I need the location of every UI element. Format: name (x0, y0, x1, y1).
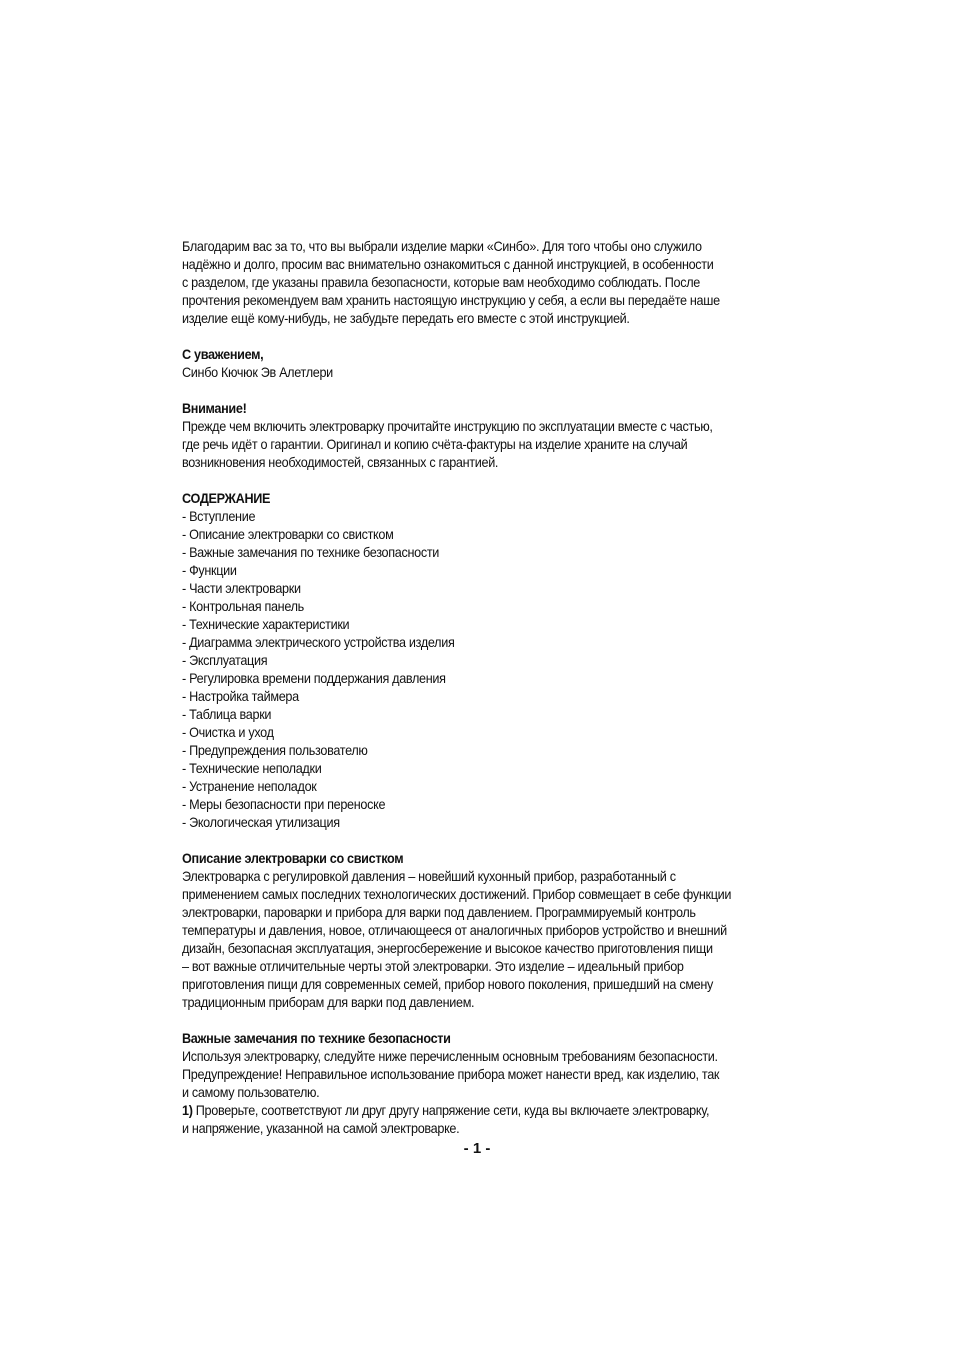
text-line: дизайн, безопасная эксплуатация, энергосбережение и высокое качество приготовления пищи (182, 941, 713, 956)
toc-item: - Диаграмма электрического устройства изделия (182, 635, 455, 650)
page-number: - 1 - (463, 1140, 491, 1157)
toc-item: - Описание электроварки со свистком (182, 527, 394, 542)
signature-company: Синбо Кючюк Эв Алетлери (182, 365, 333, 380)
text-line: Проверьте, соответствуют ли друг другу напряжение сети, куда вы включаете электроварку, (192, 1103, 710, 1118)
text-line: изделие ещё кому-нибудь, не забудьте передать его вместе с этой инструкцией. (182, 311, 630, 326)
toc-item: - Технические характеристики (182, 617, 350, 632)
toc-item: - Настройка таймера (182, 689, 299, 704)
toc-item: - Устранение неполадок (182, 779, 317, 794)
toc-item: - Меры безопасности при переноске (182, 797, 386, 812)
text-line: прочтения рекомендуем вам хранить настоящую инструкцию у себя, а если вы передаёте наше (182, 293, 720, 308)
document-page (182, 238, 740, 1138)
text-line: и самому пользователю. (182, 1085, 320, 1100)
toc-item: - Контрольная панель (182, 599, 304, 614)
toc-item: - Предупреждения пользователю (182, 743, 368, 758)
text-line: с разделом, где указаны правила безопасности, которые вам необходимо соблюдать. После (182, 275, 700, 290)
text-line: Используя электроварку, следуйте ниже перечисленным основным требованиям безопасности. (182, 1049, 718, 1064)
toc-item: - Таблица варки (182, 707, 272, 722)
toc-item: - Экологическая утилизация (182, 815, 340, 830)
toc-item: - Части электроварки (182, 581, 301, 596)
text-line: возникновения необходимостей, связанных с гарантией. (182, 455, 499, 470)
toc-item: - Технические неполадки (182, 761, 322, 776)
attention-heading: Внимание! (182, 401, 247, 416)
text-line: приготовления пищи для современных семей, прибор нового поколения, пришедший на смену (182, 977, 714, 992)
text-line: Благодарим вас за то, что вы выбрали изделие марки «Синбо». Для того чтобы оно служило (182, 239, 702, 254)
text-line: где речь идёт о гарантии. Оригинал и копию счёта-фактуры на изделие храните на случай (182, 437, 688, 452)
toc-item: - Очистка и уход (182, 725, 274, 740)
text-line: температуры и давления, новое, отличающееся от аналогичных приборов устройство и внешний (182, 923, 727, 938)
text-line: Предупреждение! Неправильное использование прибора может нанести вред, как изделию, так (182, 1067, 720, 1082)
table-of-contents (182, 490, 740, 832)
toc-item: - Эксплуатация (182, 653, 268, 668)
text-line: Прежде чем включить электроварку прочитайте инструкцию по эксплуатации вместе с частью, (182, 419, 713, 434)
text-line: – вот важные отличительные черты этой электроварки. Это изделие – идеальный прибор (182, 959, 684, 974)
item-number: 1) (182, 1103, 193, 1118)
text-line: надёжно и долго, просим вас внимательно ознакомиться с данной инструкцией, в особенности (182, 257, 714, 272)
description-section (182, 850, 740, 1012)
toc-item: - Функции (182, 563, 237, 578)
attention-section (182, 400, 740, 472)
signature-block (182, 346, 740, 382)
text-line: электроварки, пароварки и прибора для варки под давлением. Программируемый контроль (182, 905, 696, 920)
toc-item: - Регулировка времени поддержания давления (182, 671, 446, 686)
safety-item-1 (182, 1102, 740, 1120)
text-line: применением самых последних технологических достижений. Прибор совмещает в себе функции (182, 887, 732, 902)
safety-section (182, 1030, 740, 1138)
description-heading: Описание электроварки со свистком (182, 851, 404, 866)
signature-greeting: С уважением, (182, 347, 264, 362)
safety-heading: Важные замечания по технике безопасности (182, 1031, 451, 1046)
text-line: и напряжение, указанной на самой электроварке. (182, 1121, 460, 1136)
toc-item: - Важные замечания по технике безопасности (182, 545, 440, 560)
text-line: традиционным приборам для варки под давлением. (182, 995, 475, 1010)
text-line: Электроварка с регулировкой давления – новейший кухонный прибор, разработанный с (182, 869, 676, 884)
intro-paragraph (182, 238, 740, 328)
toc-heading: СОДЕРЖАНИЕ (182, 491, 271, 506)
toc-item: - Вступление (182, 509, 256, 524)
